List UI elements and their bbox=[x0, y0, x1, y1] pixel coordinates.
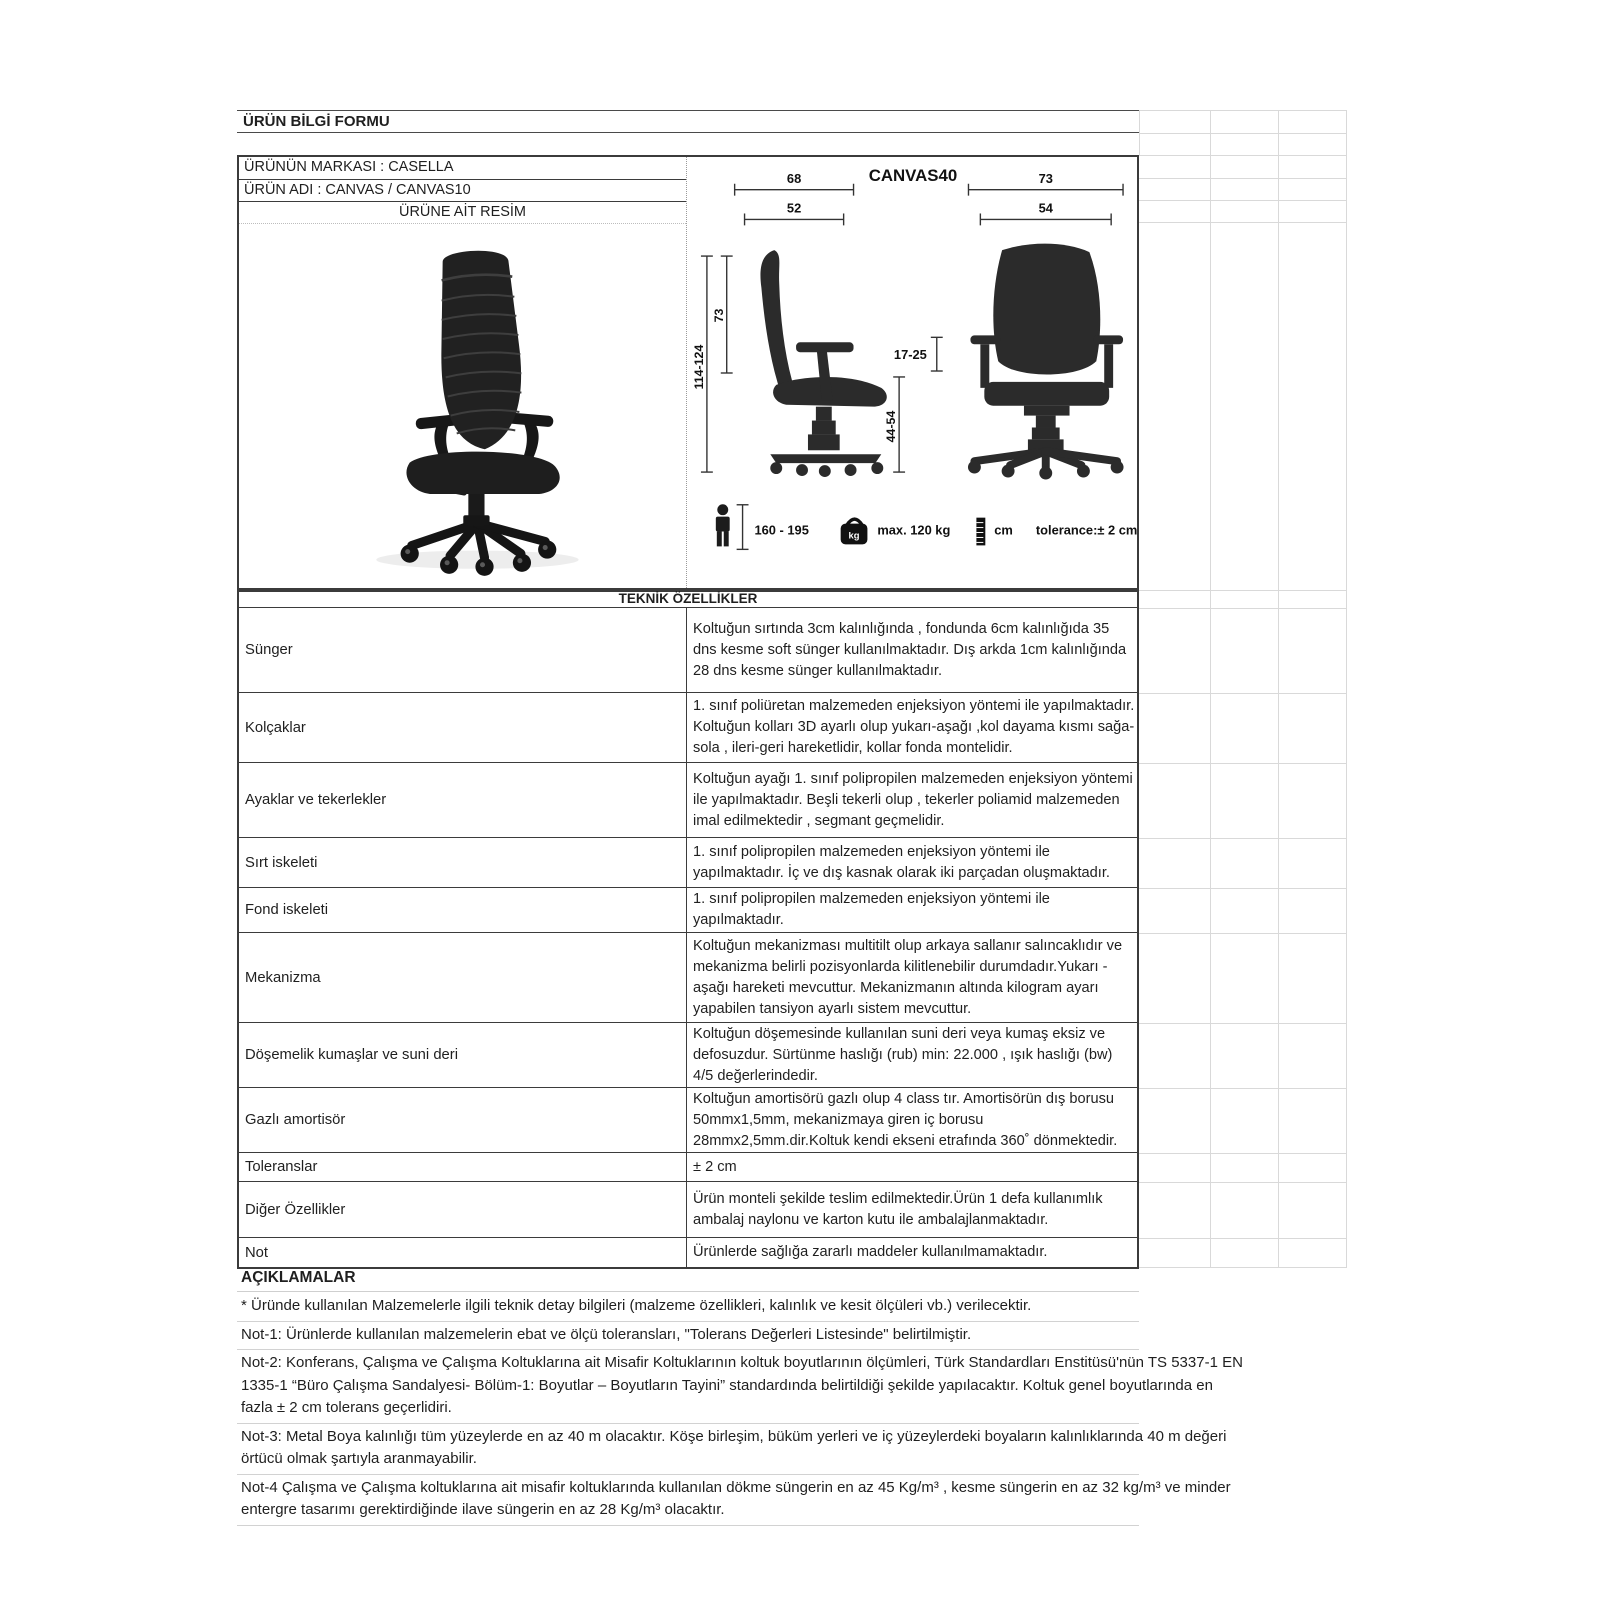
dim-arm-height bbox=[894, 337, 943, 371]
spec-label: Döşemelik kumaşlar ve suni deri bbox=[239, 1023, 687, 1087]
spec-label: Ayaklar ve tekerlekler bbox=[239, 763, 687, 837]
spec-label: Toleranslar bbox=[239, 1153, 687, 1181]
spec-label: Kolçaklar bbox=[239, 693, 687, 762]
person-height-dim bbox=[737, 505, 749, 550]
spec-value: Koltuğun döşemesinde kullanılan suni deri veya kumaş eksiz ve defosuzdur. Sürtünme haslığı (rub) min: 22.000 , ışık haslığı (bw) 4/5 değerlerindedir. bbox=[693, 1025, 1113, 1084]
product-image-caption: ÜRÜNE AİT RESİM bbox=[239, 202, 686, 224]
svg-text:kg: kg bbox=[848, 529, 860, 541]
note-item: Not-3: Metal Boya kalınlığı tüm yüzeylerde en az 40 m olacaktır. Köşe birleşim, büküm yerleri ve iç yüzeylerdeki boyaların kalınlıklarında 40 m değeri örtücü olmak şartıyla aranmayabilir. bbox=[237, 1424, 1247, 1475]
spec-label: Gazlı amortisör bbox=[239, 1088, 687, 1152]
note-item: * Üründe kullanılan Malzemelerle ilgili teknik detay bilgileri (malzeme özellikleri, kalınlık ve kesit ölçüleri vb.) verilecektir. bbox=[237, 1293, 1247, 1322]
table-row bbox=[239, 1238, 1137, 1267]
note-item: Not-1: Ürünlerde kullanılan malzemelerin ebat ve ölçü toleransları, "Tolerans Değerleri Listesinde" belirtilmiştir. bbox=[237, 1322, 1247, 1351]
chair-seat bbox=[406, 452, 559, 494]
table-row bbox=[239, 608, 1137, 693]
tolerance-label: tolerance:± 2 cm bbox=[1035, 522, 1137, 538]
table-row bbox=[239, 933, 1137, 1023]
dim-total-height bbox=[692, 256, 713, 472]
spec-value: 1. sınıf poliüretan malzemeden enjeksiyon yöntemi ile yapılmaktadır. Koltuğun kolları 3D ayarlı olup yukarı-aşağı ,kol dayama kısmı sağa-sola , ileri-geri hareketlidir, kollar fonda montelidir. bbox=[693, 698, 1135, 756]
spec-value: Ürün monteli şekilde teslim edilmektedir.Ürün 1 defa kullanımlık ambalaj naylonu ve karton kutu ile ambalajlanmaktadır. bbox=[693, 1190, 1103, 1228]
svg-text:17-25: 17-25 bbox=[893, 347, 927, 363]
spec-label: Mekanizma bbox=[239, 933, 687, 1022]
svg-text:114-124: 114-124 bbox=[691, 344, 706, 390]
ruler-icon bbox=[976, 518, 985, 546]
spec-value: Koltuğun sırtında 3cm kalınlığında , fondunda 6cm kalınlığıda 35 dns kesme soft sünger kullanılmaktadır. Dış arkda 1cm kalınlığında 28 dns kesme sünger kullanılmaktadır. bbox=[693, 620, 1127, 679]
tech-specs-header: TEKNİK ÖZELLİKLER bbox=[237, 590, 1139, 608]
unit-label: cm bbox=[994, 522, 1013, 538]
spec-value: Koltuğun ayağı 1. sınıf polipropilen malzemeden enjeksiyon yöntemi ile yapılmaktadır. Beşli tekerli olup , tekerler poliamid malzemeden imal edilmektedir , segmant geçmelidir. bbox=[693, 770, 1133, 829]
table-row bbox=[239, 888, 1137, 933]
table-row bbox=[239, 838, 1137, 888]
dim-back-height bbox=[712, 256, 733, 373]
max-weight-label: max. 120 kg bbox=[877, 522, 951, 538]
tech-specs-table bbox=[237, 608, 1139, 1269]
note-item: Not-2: Konferans, Çalışma ve Çalışma Koltuklarına ait Misafir Koltuklarının koltuk boyutlarının ölçümleri, Türk Standardları Enstitüsü'nün TS 5337-1 EN 1335-1 “Büro Çalışma Sandalyesi- Bölüm-1: Boyutlar – Boyutların Tayini” standardında belirtildiği şekilde yapılacaktır. Koltuk genel boyutlarında en fazla ± 2 cm tolerans geçerlidiri. bbox=[237, 1350, 1247, 1424]
dim-back-width-outer bbox=[735, 171, 854, 196]
dim-seat-width-side bbox=[745, 200, 844, 225]
spec-value: ± 2 cm bbox=[693, 1158, 737, 1175]
spec-label: Sünger bbox=[239, 608, 687, 692]
spec-label: Diğer Özellikler bbox=[239, 1182, 687, 1237]
svg-text:68: 68 bbox=[786, 170, 802, 186]
svg-text:73: 73 bbox=[1038, 170, 1053, 186]
dim-seat-height bbox=[884, 377, 905, 472]
product-brand-cell: ÜRÜNÜN MARKASI : CASELLA bbox=[239, 157, 686, 180]
table-row bbox=[239, 1023, 1137, 1088]
table-row bbox=[239, 693, 1137, 763]
table-row bbox=[239, 1088, 1137, 1153]
chair-side-view bbox=[760, 250, 886, 477]
explanations-header: AÇIKLAMALAR bbox=[237, 1266, 1139, 1292]
svg-text:52: 52 bbox=[786, 200, 802, 216]
explanations-list bbox=[237, 1293, 1247, 1526]
spec-label: Fond iskeleti bbox=[239, 888, 687, 932]
spec-label: Sırt iskeleti bbox=[239, 838, 687, 887]
svg-text:44-54: 44-54 bbox=[884, 410, 899, 443]
product-left-panel bbox=[239, 157, 687, 588]
chair-front-view bbox=[968, 244, 1124, 480]
spec-value: Ürünlerde sağlığa zararlı maddeler kullanılmamaktadır. bbox=[693, 1244, 1048, 1260]
note-item: Not-4 Çalışma ve Çalışma koltuklarına ait misafir koltuklarında kullanılan dökme süngerin en az 45 Kg/m³ , kesme süngerin en az 32 kg/m³ ve minder entergre tasarımı gerektirdiğinde ilave süngerin en az 28 Kg/m³ olacaktır. bbox=[237, 1475, 1247, 1526]
weight-kettlebell-icon bbox=[841, 519, 868, 544]
product-photo bbox=[239, 224, 686, 588]
table-row bbox=[239, 1153, 1137, 1182]
dimension-diagram bbox=[687, 157, 1137, 588]
spec-label: Not bbox=[239, 1238, 687, 1267]
product-header-block bbox=[237, 155, 1139, 590]
form-title: ÜRÜN BİLGİ FORMU bbox=[237, 110, 1139, 133]
person-height-range: 160 - 195 bbox=[754, 522, 809, 538]
diagram-model-label: CANVAS40 bbox=[868, 165, 958, 185]
dim-seat-width-front bbox=[980, 200, 1111, 225]
spec-value: Koltuğun mekanizması multitilt olup arkaya sallanır salıncaklıdır ve mekanizma belirli pozisyonlarda kilitlenebilir durumdadır.Yukarı - aşağı hareketi mevcuttur. Mekanizmanın altında kilogram ayarı yapabilen tansiyon ayarlı sistem mevcuttur. bbox=[693, 937, 1123, 1017]
table-row bbox=[239, 763, 1137, 838]
spec-value: 1. sınıf polipropilen malzemeden enjeksiyon yöntemi ile yapılmaktadır. bbox=[693, 891, 1050, 928]
product-name-cell: ÜRÜN ADI : CANVAS / CANVAS10 bbox=[239, 180, 686, 202]
svg-text:54: 54 bbox=[1038, 200, 1053, 216]
svg-text:73: 73 bbox=[711, 308, 726, 323]
person-height-icon bbox=[716, 504, 730, 546]
spec-value: 1. sınıf polipropilen malzemeden enjeksiyon yöntemi ile yapılmaktadır. İç ve dış kasnak olarak iki parçadan oluşmaktadır. bbox=[693, 843, 1110, 881]
chair-photo-image bbox=[259, 224, 706, 588]
spec-value: Koltuğun amortisörü gazlı olup 4 class tır. Amortisörün dış borusu 50mmx1,5mm, mekanizmaya giren iç borusu 28mmx2,5mm.dir.Koltuk kendi ekseni etrafında 360˚ dönmektedir. bbox=[693, 1090, 1118, 1149]
dim-front-width-outer bbox=[968, 171, 1123, 196]
table-row bbox=[239, 1182, 1137, 1238]
